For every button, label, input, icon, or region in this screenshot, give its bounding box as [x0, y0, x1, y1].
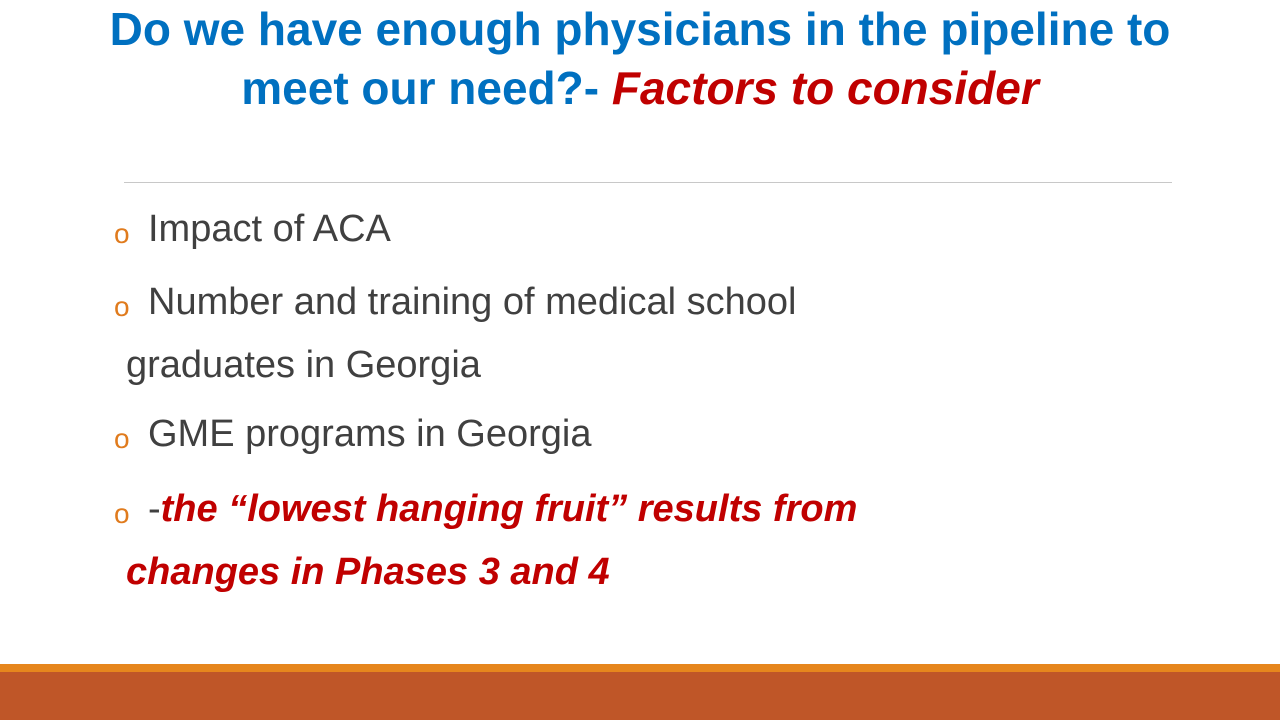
bullet-text: the “lowest hanging fruit” results from — [160, 488, 858, 530]
bullet-marker: o — [114, 423, 130, 454]
bullet-text: GME programs in Georgia — [148, 413, 592, 455]
bullet-item — [114, 403, 1174, 466]
bullet-item-highlight — [114, 478, 1174, 604]
slide-title-accent: Factors to consider — [599, 62, 1039, 114]
bullet-marker: o — [114, 498, 130, 529]
bullet-text-continued: graduates in Georgia — [126, 344, 481, 386]
bullet-item — [114, 271, 1174, 397]
slide-title — [100, 0, 1180, 118]
slide-title-main: Do we have enough physicians in the pipeline to meet our need?- — [109, 3, 1171, 114]
footer-band-rust — [0, 672, 1280, 720]
bullet-marker: o — [114, 291, 130, 322]
bullet-marker: o — [114, 218, 130, 249]
bullet-text-continued: changes in Phases 3 and 4 — [126, 551, 610, 593]
bullet-text: Impact of ACA — [148, 208, 391, 250]
bullet-list — [114, 198, 1174, 604]
footer-band-orange — [0, 664, 1280, 672]
title-divider — [124, 182, 1172, 183]
bullet-prefix: - — [148, 488, 161, 530]
bullet-text: Number and training of medical school — [148, 281, 797, 323]
bullet-item — [114, 198, 1174, 261]
